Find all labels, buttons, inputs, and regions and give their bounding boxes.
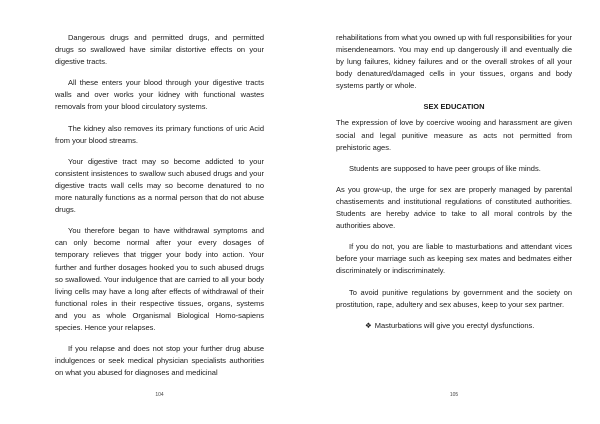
bullet-text: Masturbations will give you erectyl dysfunctions. xyxy=(374,320,535,330)
paragraph: rehabilitations from what you owned up with full responsibilities for your misendeneamors. You may end up dangerously ill and eventually die by lung failures, kidney failures and or the overall strokes of all your body denatured/damaged cells in your tissues, organs and body systems partly or whole. xyxy=(336,33,572,91)
paragraph: Dangerous drugs and permitted drugs, and permitted drugs so swallowed have similar distortive effects on your digestive tracts. xyxy=(55,33,264,67)
right-page xyxy=(300,0,600,424)
paragraph: You therefore began to have withdrawal symptoms and can only become normal after your every dosages of temporary relieves that trigger your body into action. Your further and further dosages hooked you to such abused drugs so swallowed. Your indulgence that are carried to all your body living cells may have a long after effects of withdrawal of their functional roles in their respective tissues, organs, systems and you as whole Organismal Biological Homo-sapiens species. Hence your relapses. xyxy=(55,226,264,332)
paragraph: As you grow-up, the urge for sex are properly managed by parental chastisements and institutional regulations of constituted authorities. Students are hereby advice to take to all moral controls by the authorities above. xyxy=(336,184,572,231)
paragraph: If you relapse and does not stop your further drug abuse indulgences or seek medical physician specialists authorities on what you abused for diagnoses and medicinal xyxy=(55,344,264,378)
paragraph: Students are supposed to have peer groups of like minds. xyxy=(349,163,541,173)
section-title: SEX EDUCATION xyxy=(423,102,485,112)
paragraph: The expression of love by coercive wooing and harassment are given social and legal punitive measure as acts not permitted from prehistoric ages. xyxy=(336,118,572,152)
paragraph: If you do not, you are liable to masturbations and attendant vices before your marriage such as keeping sex mates and bedmates either discriminately or indiscriminately. xyxy=(336,242,572,276)
diamond-bullet-icon: ❖ xyxy=(365,320,372,330)
paragraph: All these enters your blood through your digestive tracts walls and over works your kidney with functional wastes removals from your blood circulatory systems. xyxy=(55,78,264,112)
paragraph: Your digestive tract may so become addicted to your consistent insistences to swallow such abused drugs and your digestive tracts wall cells may so become denatured to no more naturally functions as a normal person that do not abuse drugs. xyxy=(55,156,264,215)
page-number: 105 xyxy=(449,392,459,398)
page-number: 104 xyxy=(155,392,164,398)
bullet-item xyxy=(365,320,572,332)
paragraph: The kidney also removes its primary functions of uric Acid from your blood streams. xyxy=(55,123,264,145)
paragraph: To avoid punitive regulations by government and the society on prostitution, rape, adultery and sex abuses, keep to your sex partner. xyxy=(336,287,572,309)
